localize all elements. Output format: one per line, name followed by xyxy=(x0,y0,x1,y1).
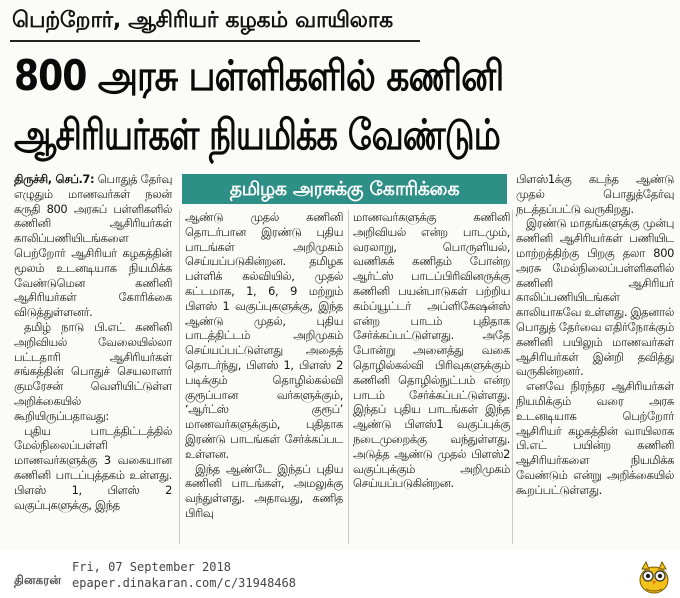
subheading-banner: தமிழக அரசுக்கு கோரிக்கை xyxy=(182,174,507,204)
headline-line-1: 800 அரசு பள்ளிகளில் கணினி xyxy=(14,51,504,100)
article-column-1 xyxy=(14,172,172,546)
paragraph: ஆண்டு முதல் கணினி தொடர்பான இரண்டு புதிய பாடங்கள் அறிமுகம் செய்யப்படுகின்றன. தமிழக பள்ளிக் கல்வியில், முதல் கட்டமாக, 1, 6, 9 மற்றும் பிளஸ் 1 வகுப்புகளுக்கு, இந்த ஆண்டு முதல், புதிய பாடத்திட்டம் அறிமுகம் செய்யப்பட்டுள்ளது அதைத் தொடர்ந்து, பிளஸ் 1, பிளஸ் 2 படிக்கும் தொழில்கல்வி குரூப்பான வர்களுக்கும், ‘ஆர்ட்ஸ் குரூப்’ மாணவர்களுக்கும், புதிதாக இரண்டு பாடங்கள் சேர்க்கப்பட உள்ளன. xyxy=(185,210,343,461)
dinakaran-logo: தினகரன் xyxy=(14,573,61,587)
dateline: திருச்சி, செப்.7: xyxy=(14,172,95,186)
article-column-4 xyxy=(516,172,674,546)
paragraph: பிளஸ்1க்கு கடந்த ஆண்டு முதல் பொதுத்தேர்வு நடத்தப்பட்டு வருகிறது. xyxy=(516,172,674,216)
column-divider xyxy=(179,210,180,544)
publication-date: Fri, 07 September 2018 xyxy=(72,560,231,574)
paragraph: மாணவர்களுக்கு கணினி அறிவியல் என்ற பாடமும், வரலாறு, பொருளியல், வணிகக் கணிதம் போன்ற ஆர்ட்ஸ் பாடப்பிரிவினருக்கு கணினி பயன்பாடுகள் பற்றிய கம்ப்யூட்டர் அப்ளிகேஷன்ஸ் என்ற பாடம் புதிதாக சேர்க்கப்பட்டுள்ளது. அதே போன்று அனைத்து வகை தொழில்கல்வி பிரிவுகளுக்கும் கணினி தொழில்நுட்பம் என்ற பாடம் சேர்க்கப்பட்டுள்ளது. இந்தப் புதிய பாடங்கள் இந்த ஆண்டு பிளஸ்1 வகுப்புக்கு நடைமுறைக்கு வந்துள்ளது. அடுத்த ஆண்டு முதல் பிளஸ்2 வகுப்புக்கும் அறிமுகம் செய்யப்படுகின்றன. xyxy=(353,210,510,491)
column-divider xyxy=(348,210,349,544)
headline-line-2: ஆசிரியர்கள் நியமிக்க வேண்டும் xyxy=(14,110,500,159)
owl-mascot-icon xyxy=(636,560,672,594)
paragraph: இரண்டு மாதங்களுக்கு முன்பு கணினி ஆசிரியர்கள் பணியிட மாற்றத்திற்கு பிறகு தலா 800 அரசு மேல்நிலைப்பள்ளிகளில் கணினி ஆசிரியர் காலிப்பணியிடங்கள் காலியாகவே உள்ளது. இதனால் பொதுத் தேர்வை எதிர்நோக்கும் கணினி பயிலும் மாணவர்கள் ஆசிரியர்கள் இன்றி தவித்து வருகின்றனர். xyxy=(516,216,674,379)
article-column-2 xyxy=(185,210,343,546)
epaper-link[interactable]: epaper.dinakaran.com/c/31948468 xyxy=(72,576,296,590)
article-column-3 xyxy=(353,210,510,546)
paragraph-text: பொதுத் தேர்வு எழுதும் மாணவர்கள் நலன் கருதி 800 அரசுப் பள்ளிகளில் கணினி ஆசிரியர்கள் காலிப்பணியிடங்களை பெற்றோர் ஆசிரியர் கழகத்தின் மூலம் உடனடியாக நியமிக்க வேண்டுமென கணினி ஆசிரியர்கள் கோரிக்கை விடுத்துள்ளனர். xyxy=(14,172,172,320)
paragraph: எனவே நிரந்தர ஆசிரியர்கள் நியமிக்கும் வரை அரசு உடனடியாக பெற்றோர் ஆசிரியர் கழகத்தின் வாயிலாக பி.எட் பயின்ற கணினி ஆசிரியர்களை நியமிக்க வேண்டும் என்று அறிக்கையில் கூறப்பட்டுள்ளது. xyxy=(516,379,674,497)
paragraph: தமிழ் நாடு பி.எட் கணினி அறிவியல் வேலையில்லா பட்டதாரி ஆசிரியர்கள் சங்கத்தின் பொதுச் செயலாளர் குமரேசன் வெளியிட்டுள்ள அறிக்கையில் கூறியிருப்பதாவது: xyxy=(14,319,172,423)
column-divider xyxy=(512,210,513,544)
paragraph: இந்த ஆண்டே இந்தப் புதிய கணினி பாடங்கள், அமலுக்கு வந்துள்ளது. அதாவது, கணித பிரிவு xyxy=(185,461,343,520)
paragraph: புதிய பாடத்திட்டத்தில் மேல்நிலைப்பள்ளி மாணவர்களுக்கு 3 வகையான கணினி பாடப்புத்தகம் உள்ளது. பிளஸ் 1, பிளஸ் 2 வகுப்புகளுக்கு, இந்த xyxy=(14,423,172,512)
article-kicker: பெற்றோர், ஆசிரியர் கழகம் வாயிலாக xyxy=(12,8,393,33)
paragraph xyxy=(14,172,172,320)
kicker-underline xyxy=(10,40,420,42)
